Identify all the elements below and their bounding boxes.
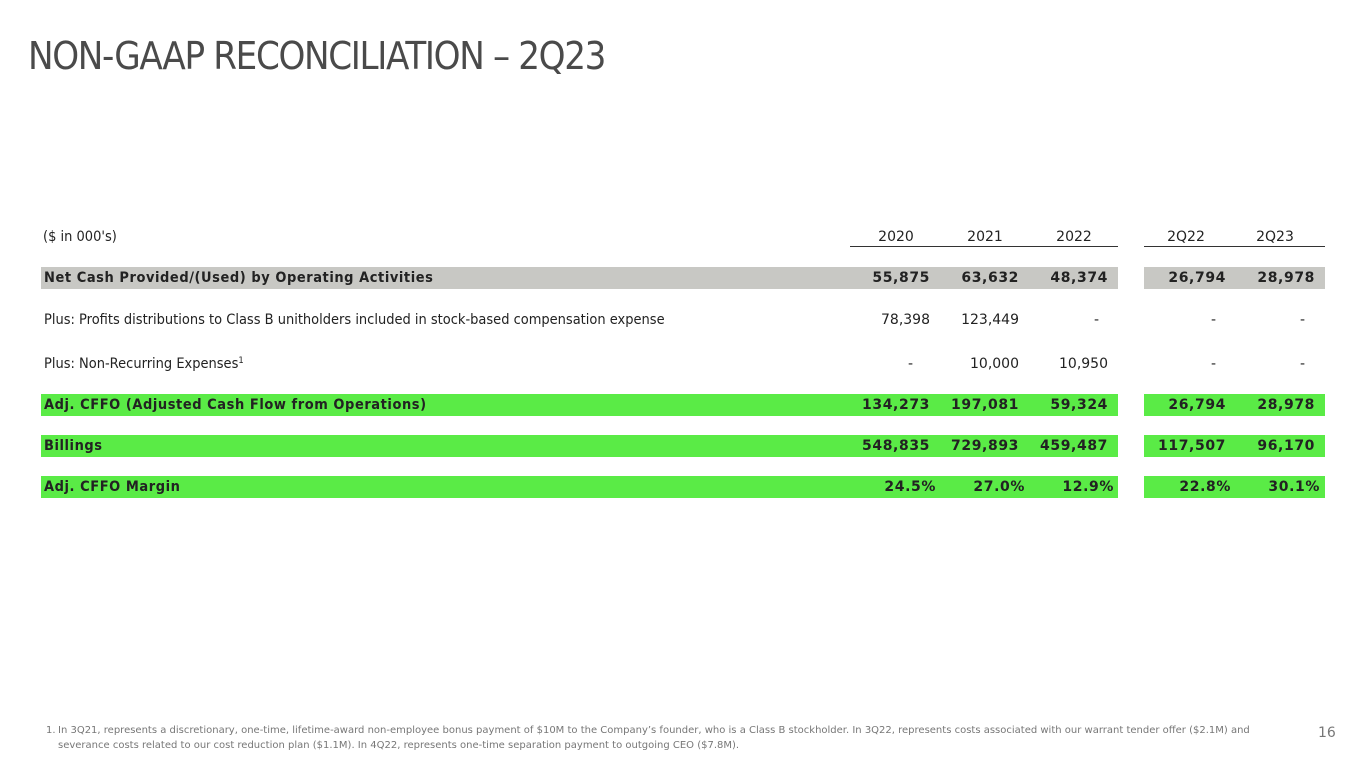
row-label: Net Cash Provided/(Used) by Operating Activities [44,270,434,286]
header-underline-quarterly [1144,246,1325,247]
footnote-marker: 1 [238,356,244,366]
cell-2q22: - [1210,312,1216,328]
cell-2020: 548,835 [862,438,930,454]
row-label: Adj. CFFO Margin [44,479,181,495]
table-row [41,309,1325,331]
cell-2q22: - [1210,356,1216,372]
page-title: NON-GAAP RECONCILIATION – 2Q23 [28,34,606,78]
column-header-2021: 2021 [967,229,1003,245]
column-header-2q22: 2Q22 [1167,229,1205,245]
cell-2q22: 26,794 [1168,270,1226,286]
cell-2q23: - [1299,312,1305,328]
cell-2021: 63,632 [961,270,1019,286]
cell-2q22: 26,794 [1168,397,1226,413]
cell-2021: 27.0% [973,479,1025,495]
cell-2020: 24.5% [884,479,936,495]
table-row [41,435,1325,457]
header-underline-annual [850,246,1118,247]
cell-2022: 48,374 [1050,270,1108,286]
column-header-2020: 2020 [878,229,914,245]
row-label: Plus: Profits distributions to Class B unitholders included in stock-based compensation expense [44,312,665,328]
cell-2022: 12.9% [1062,479,1114,495]
cell-2q23: 28,978 [1257,397,1315,413]
table-row [41,476,1325,498]
column-header-2022: 2022 [1056,229,1092,245]
table-row [41,394,1325,416]
row-label-text: Plus: Non-Recurring Expenses [44,356,239,372]
row-label: Billings [44,438,103,454]
cell-2021: 123,449 [961,312,1019,328]
cell-2q23: 28,978 [1257,270,1315,286]
cell-2q22: 22.8% [1179,479,1231,495]
column-header-2q23: 2Q23 [1256,229,1294,245]
table-row [41,267,1325,289]
cell-2021: 197,081 [951,397,1019,413]
row-label [44,353,244,375]
cell-2020: 55,875 [872,270,930,286]
cell-2022: - [1093,312,1099,328]
table-header-row [41,226,1325,248]
cell-2020: 134,273 [862,397,930,413]
cell-2q23: 30.1% [1268,479,1320,495]
footnote-text: In 3Q21, represents a discretionary, one-time, lifetime-award non-employee bonus payment of $10M to the Company’s founder, who is a Class B stockholder. In 3Q22, represents costs associated with our warrant tender offer ($2.1M) and severance costs related to our cost reduction plan ($1.1M). In 4Q22, represents one-time separation payment to outgoing CEO ($7.8M). [58,725,1250,751]
cell-2021: 729,893 [951,438,1019,454]
cell-2022: 459,487 [1040,438,1108,454]
cell-2021: 10,000 [970,356,1019,372]
cell-2020: 78,398 [881,312,930,328]
unit-label: ($ in 000's) [43,229,117,245]
cell-2022: 10,950 [1059,356,1108,372]
footnote-number: 1. [46,725,56,736]
cell-2q23: - [1299,356,1305,372]
page-number: 16 [1318,725,1336,741]
table-row [41,353,1325,375]
row-label: Adj. CFFO (Adjusted Cash Flow from Operations) [44,397,427,413]
cell-2q23: 96,170 [1257,438,1315,454]
cell-2022: 59,324 [1050,397,1108,413]
cell-2q22: 117,507 [1158,438,1226,454]
cell-2020: - [907,356,913,372]
